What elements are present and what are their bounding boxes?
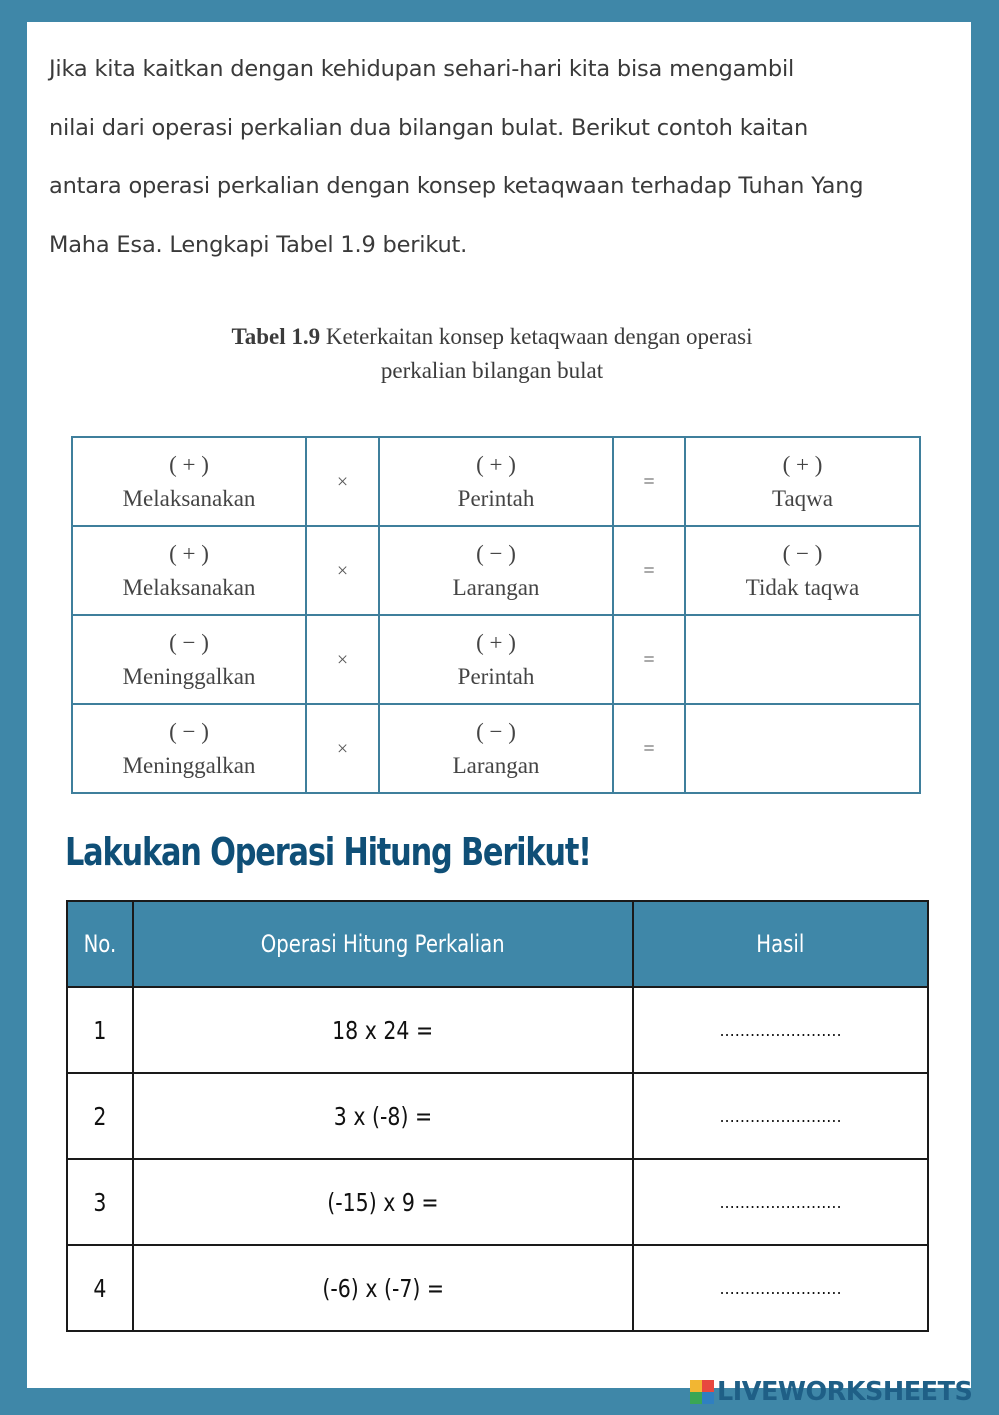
times-symbol: × bbox=[306, 526, 379, 615]
operation-cell: (-15) x 9 = bbox=[133, 1159, 633, 1245]
row-number: 4 bbox=[67, 1245, 133, 1331]
times-symbol: × bbox=[306, 615, 379, 704]
header-no: No. bbox=[67, 901, 133, 987]
concept-cell: ( + ) Melaksanakan bbox=[72, 526, 306, 615]
row-number: 2 bbox=[67, 1073, 133, 1159]
equals-symbol: = bbox=[613, 437, 685, 526]
row-number: 1 bbox=[67, 987, 133, 1073]
row-number: 3 bbox=[67, 1159, 133, 1245]
times-symbol: × bbox=[306, 704, 379, 793]
result-input[interactable]: ........................ bbox=[633, 987, 928, 1073]
caption-text: perkalian bilangan bulat bbox=[380, 358, 604, 383]
equals-symbol: = bbox=[613, 526, 685, 615]
table-caption bbox=[27, 320, 957, 388]
table-header-row bbox=[67, 901, 928, 987]
operation-cell: (-6) x (-7) = bbox=[133, 1245, 633, 1331]
concept-row bbox=[72, 615, 920, 704]
intro-line: nilai dari operasi perkalian dua bilangan bulat. Berikut contoh kaitan bbox=[49, 114, 809, 141]
header-operation: Operasi Hitung Perkalian bbox=[133, 901, 633, 987]
result-input[interactable]: ........................ bbox=[633, 1073, 928, 1159]
table-row bbox=[67, 1073, 928, 1159]
table-row bbox=[67, 1159, 928, 1245]
caption-label: Tabel 1.9 bbox=[231, 324, 321, 349]
times-symbol: × bbox=[306, 437, 379, 526]
concept-cell: ( − ) Larangan bbox=[379, 704, 613, 793]
header-result: Hasil bbox=[633, 901, 928, 987]
brand-text: LIVEWORKSHEETS bbox=[717, 1377, 973, 1407]
caption-text: Keterkaitan konsep ketaqwaan dengan operasi bbox=[320, 324, 753, 349]
liveworksheets-icon bbox=[690, 1380, 714, 1404]
result-input[interactable]: ........................ bbox=[633, 1159, 928, 1245]
concept-cell: ( − ) Meninggalkan bbox=[72, 704, 306, 793]
intro-line: Jika kita kaitkan dengan kehidupan sehari-hari kita bisa mengambil bbox=[49, 56, 795, 82]
concept-cell: ( + ) Melaksanakan bbox=[72, 437, 306, 526]
operation-cell: 3 x (-8) = bbox=[133, 1073, 633, 1159]
equals-symbol: = bbox=[613, 615, 685, 704]
section-title: Lakukan Operasi Hitung Berikut! bbox=[65, 830, 591, 874]
concept-cell: ( − ) Meninggalkan bbox=[72, 615, 306, 704]
equals-symbol: = bbox=[613, 704, 685, 793]
worksheet-page bbox=[27, 22, 971, 1388]
concept-cell: ( + ) Perintah bbox=[379, 615, 613, 704]
result-cell: ( − ) Tidak taqwa bbox=[685, 526, 920, 615]
operation-cell: 18 x 24 = bbox=[133, 987, 633, 1073]
liveworksheets-logo[interactable] bbox=[690, 1376, 978, 1408]
intro-paragraph bbox=[49, 40, 969, 274]
table-row bbox=[67, 1245, 928, 1331]
concept-cell: ( − ) Larangan bbox=[379, 526, 613, 615]
result-cell: ( + ) Taqwa bbox=[685, 437, 920, 526]
concept-row bbox=[72, 704, 920, 793]
answer-blank-cell[interactable] bbox=[685, 615, 920, 704]
concept-row bbox=[72, 437, 920, 526]
answer-blank-cell[interactable] bbox=[685, 704, 920, 793]
concept-row bbox=[72, 526, 920, 615]
concept-cell: ( + ) Perintah bbox=[379, 437, 613, 526]
table-row bbox=[67, 987, 928, 1073]
concept-table bbox=[71, 436, 921, 794]
intro-line: Maha Esa. Lengkapi Tabel 1.9 berikut. bbox=[49, 231, 468, 258]
calculation-table bbox=[66, 900, 929, 1332]
intro-line: antara operasi perkalian dengan konsep ketaqwaan terhadap Tuhan Yang bbox=[49, 173, 864, 200]
result-input[interactable]: ........................ bbox=[633, 1245, 928, 1331]
